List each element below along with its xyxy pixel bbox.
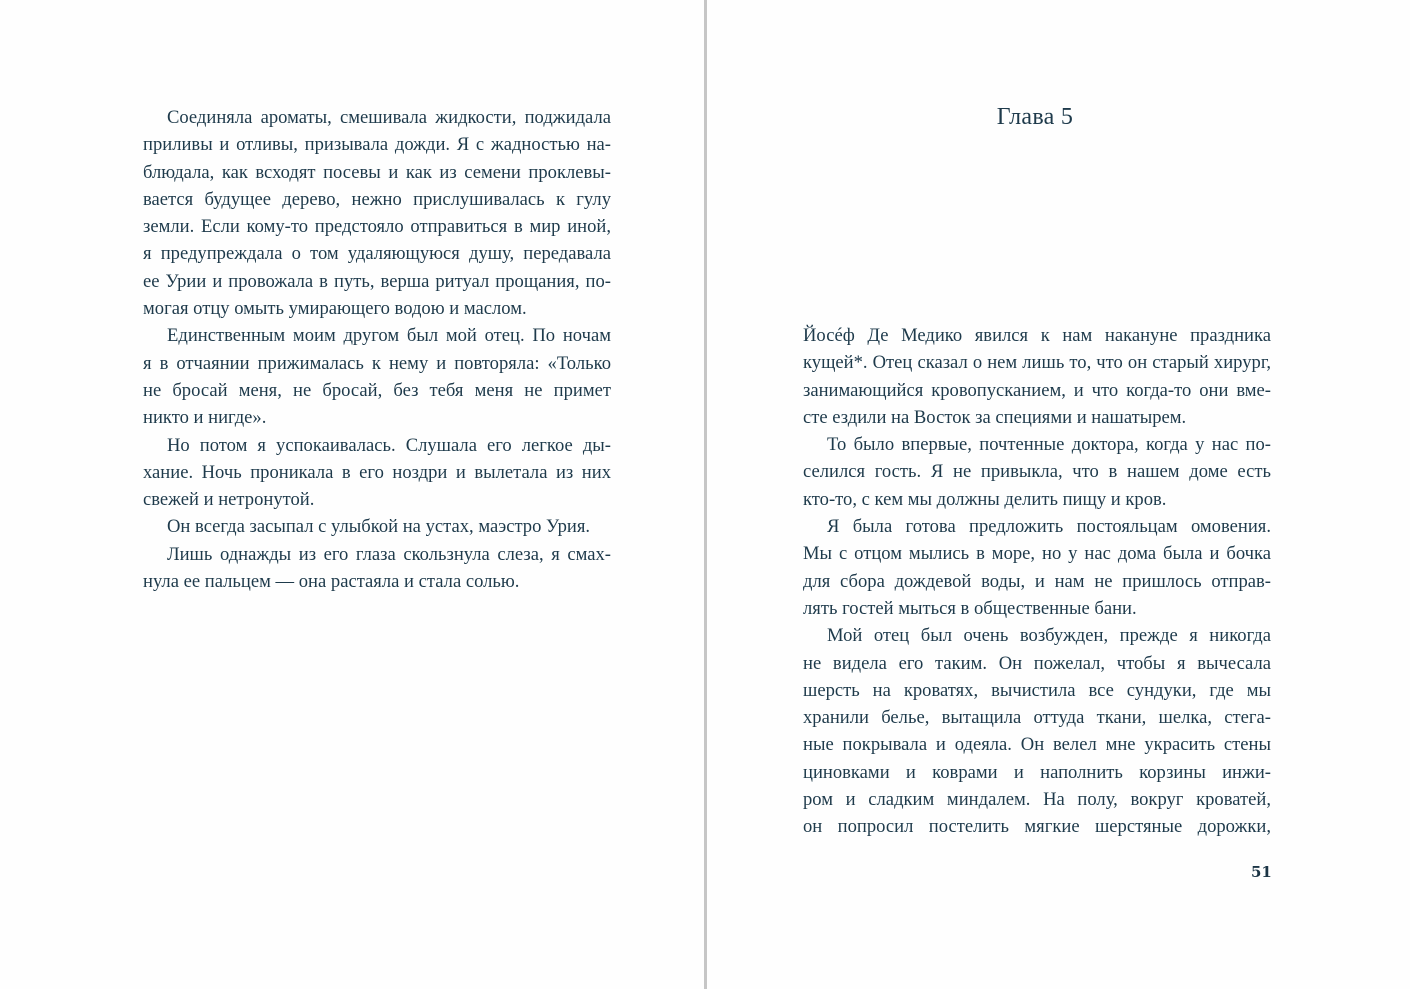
text-line: блюдала, как всходят посевы и как из семени проклевы-: [143, 161, 611, 183]
text-line: я предупреждала о том удаляющуюся душу, передавала: [143, 243, 611, 265]
text-line: циновками и коврами и наполнить корзины инжи-: [803, 761, 1271, 783]
text-line: Он всегда засыпал с улыбкой на устах, маэстро Урия.: [167, 516, 591, 538]
text-line: ром и сладким миндалем. На полу, вокруг кроватей,: [803, 789, 1271, 811]
text-line: хание. Ночь проникала в его ноздри и вылетала из них: [143, 461, 611, 483]
text-line: Единственным моим другом был мой отец. По ночам: [167, 325, 611, 347]
text-line: приливы и отливы, призывала дожди. Я с жадностью на-: [143, 134, 611, 156]
text-line: для сбора дождевой воды, и нам не пришлось отправ-: [803, 570, 1271, 592]
chapter-title: [707, 104, 1363, 131]
left-page-text: [143, 104, 611, 595]
text-line: он попросил постелить мягкие шерстяные дорожки,: [803, 816, 1271, 838]
text-line: я в отчаянии прижималась к нему и повторяла: «Только: [143, 352, 611, 374]
text-line: Я была готова предложить постояльцам омовения.: [827, 516, 1271, 538]
text-line: Йосéф Де Медико явился к нам накануне праздника: [803, 325, 1271, 346]
text-line: занимающийся кровопусканием, и что когда-то они вме-: [803, 379, 1271, 401]
text-line: могая отцу омыть умирающего водою и маслом.: [143, 298, 527, 320]
text-line: земли. Если кому-то предстояло отправиться в мир иной,: [143, 216, 611, 238]
text-line: селился гость. Я не привыкла, что в нашем доме есть: [803, 461, 1271, 483]
text-line: не бросай меня, не бросай, без тебя меня не примет: [143, 379, 611, 401]
text-line: никто и нигде».: [143, 407, 267, 429]
text-line: Мой отец был очень возбужден, прежде я никогда: [827, 625, 1271, 647]
text-line: сте ездили на Восток за специями и нашатырем.: [803, 406, 1187, 428]
text-line: Лишь однажды из его глаза скользнула слеза, я смах-: [167, 543, 611, 565]
text-line: не видела его таким. Он пожелал, чтобы я вычесала: [803, 652, 1271, 674]
text-line: нула ее пальцем — она растаяла и стала солью.: [143, 571, 520, 593]
text-line: вается будущее дерево, нежно прислушивалась к гулу: [143, 188, 611, 210]
page-number: 51: [1251, 863, 1272, 881]
text-line: шерсть на кроватях, вычистила все сундуки, где мы: [803, 679, 1271, 701]
text-line: хранили белье, вытащила оттуда ткани, шелка, стега-: [803, 707, 1271, 729]
text-line: То было впервые, почтенные доктора, когда у нас по-: [827, 434, 1271, 456]
text-line: Соединяла ароматы, смешивала жидкости, поджидала: [167, 107, 611, 128]
text-line: Мы с отцом мылись в море, но у нас дома была и бочка: [803, 543, 1271, 565]
right-page: [707, 0, 1410, 989]
text-line: свежей и нетронутой.: [143, 489, 315, 511]
text-line: лять гостей мыться в общественные бани.: [803, 597, 1137, 619]
text-line: кущей*. Отец сказал о нем лишь то, что он старый хирург,: [803, 352, 1271, 374]
text-line: ные покрывала и одеяла. Он велел мне украсить стены: [803, 734, 1271, 756]
text-line: Но потом я успокаивалась. Слушала его легкое ды-: [167, 434, 611, 456]
right-page-text: [803, 322, 1271, 841]
text-line: ее Урии и провожала в путь, верша ритуал прощания, по-: [143, 270, 611, 292]
text-line: кто-то, с кем мы должны делить пищу и кров.: [803, 488, 1167, 510]
chapter-title-text: Глава 5: [996, 104, 1074, 130]
